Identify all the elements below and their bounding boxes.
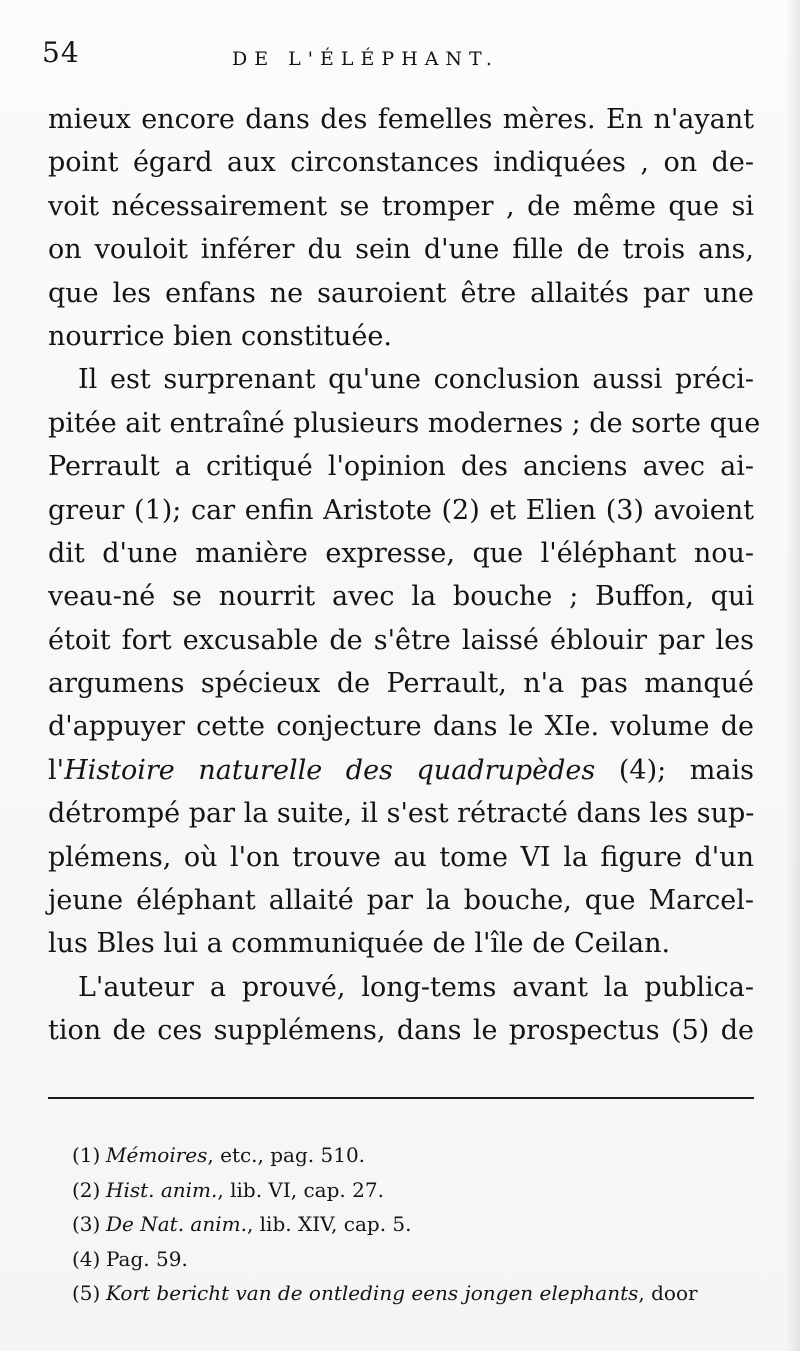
footnote: [72, 1173, 756, 1208]
text-line: point égard aux circonstances indiquées , on de-: [48, 147, 754, 179]
footnote-rule: [48, 1097, 754, 1099]
text-line: argumens spécieux de Perrault, n'a pas manqué: [48, 668, 754, 700]
footnote-italic: Kort bericht van de ontleding eens jongen elephants: [106, 1281, 639, 1305]
text-fragment: (4); mais: [595, 754, 754, 786]
footnote-italic: Hist. anim.: [106, 1177, 218, 1202]
text-line: mieux encore dans des femelles mères. En n'ayant: [48, 104, 754, 135]
text-line: greur (1); car enfin Aristote (2) et Elien (3) avoient: [48, 494, 754, 526]
page-edge-shadow: [786, 0, 800, 1351]
footnote-text: , lib. XIV, cap. 5.: [246, 1212, 412, 1236]
footnote-number: (5): [72, 1281, 101, 1305]
footnote-text: , door: [638, 1281, 698, 1305]
body-text: [48, 98, 761, 1053]
footnote: [72, 1276, 756, 1311]
text-line: d'appuyer cette conjecture dans le XIe. volume de: [48, 711, 754, 743]
text-line: on vouloit inférer du sein d'une fille de trois ans,: [48, 234, 754, 266]
page-number: 54: [42, 36, 80, 69]
text-line: Perrault a critiqué l'opinion des anciens avec ai-: [48, 451, 754, 483]
footnote-text: , lib. VI, cap. 27.: [217, 1177, 384, 1202]
footnote-number: (2): [72, 1177, 101, 1202]
footnotes: [72, 1138, 756, 1311]
text-line: tion de ces supplémens, dans le prospectus (5) de: [48, 1015, 754, 1047]
footnote: [72, 1207, 756, 1242]
text-line: voit nécessairement se tromper , de même que si: [48, 190, 754, 222]
footnote: [72, 1242, 756, 1277]
text-line: dit d'une manière expresse, que l'éléphant nou-: [48, 537, 754, 569]
text-line: [48, 749, 754, 792]
running-head: DE L'ÉLÉPHANT.: [232, 48, 499, 70]
text-line: Il est surprenant qu'une conclusion aussi préci-: [78, 364, 754, 396]
text-line: étoit fort excusable de s'être laissé éblouir par les: [48, 624, 754, 656]
footnote-number: (3): [72, 1212, 101, 1236]
text-line: plémens, où l'on trouve au tome VI la figure d'un: [48, 841, 754, 873]
footnote-number: (1): [72, 1143, 101, 1167]
text-line: que les enfans ne sauroient être allaités par une: [48, 277, 754, 309]
text-line: détrompé par la suite, il s'est rétracté dans les sup-: [48, 798, 755, 830]
footnote-number: (4): [72, 1246, 101, 1271]
footnote-italic: De Nat. anim.: [106, 1212, 247, 1236]
text-line: jeune éléphant allaité par la bouche, que Marcel-: [48, 885, 754, 917]
text-line: lus Bles lui a communiquée de l'île de Ceilan.: [48, 928, 671, 960]
text-line: pitée ait entraîné plusieurs modernes ; de sorte que: [48, 407, 761, 439]
text-fragment: l': [48, 754, 65, 786]
footnote-text: Pag. 59.: [106, 1246, 188, 1271]
footnote: [72, 1138, 756, 1173]
book-title-italic: Histoire naturelle des quadrupèdes: [64, 754, 596, 786]
text-line: L'auteur a prouvé, long-tems avant la publica-: [78, 971, 754, 1003]
footnote-text: , etc., pag. 510.: [207, 1143, 366, 1167]
footnote-italic: Mémoires: [106, 1143, 208, 1167]
text-line: veau-né se nourrit avec la bouche ; Buffon, qui: [48, 581, 754, 613]
page-header: [42, 36, 758, 76]
text-line: nourrice bien constituée.: [48, 320, 392, 352]
